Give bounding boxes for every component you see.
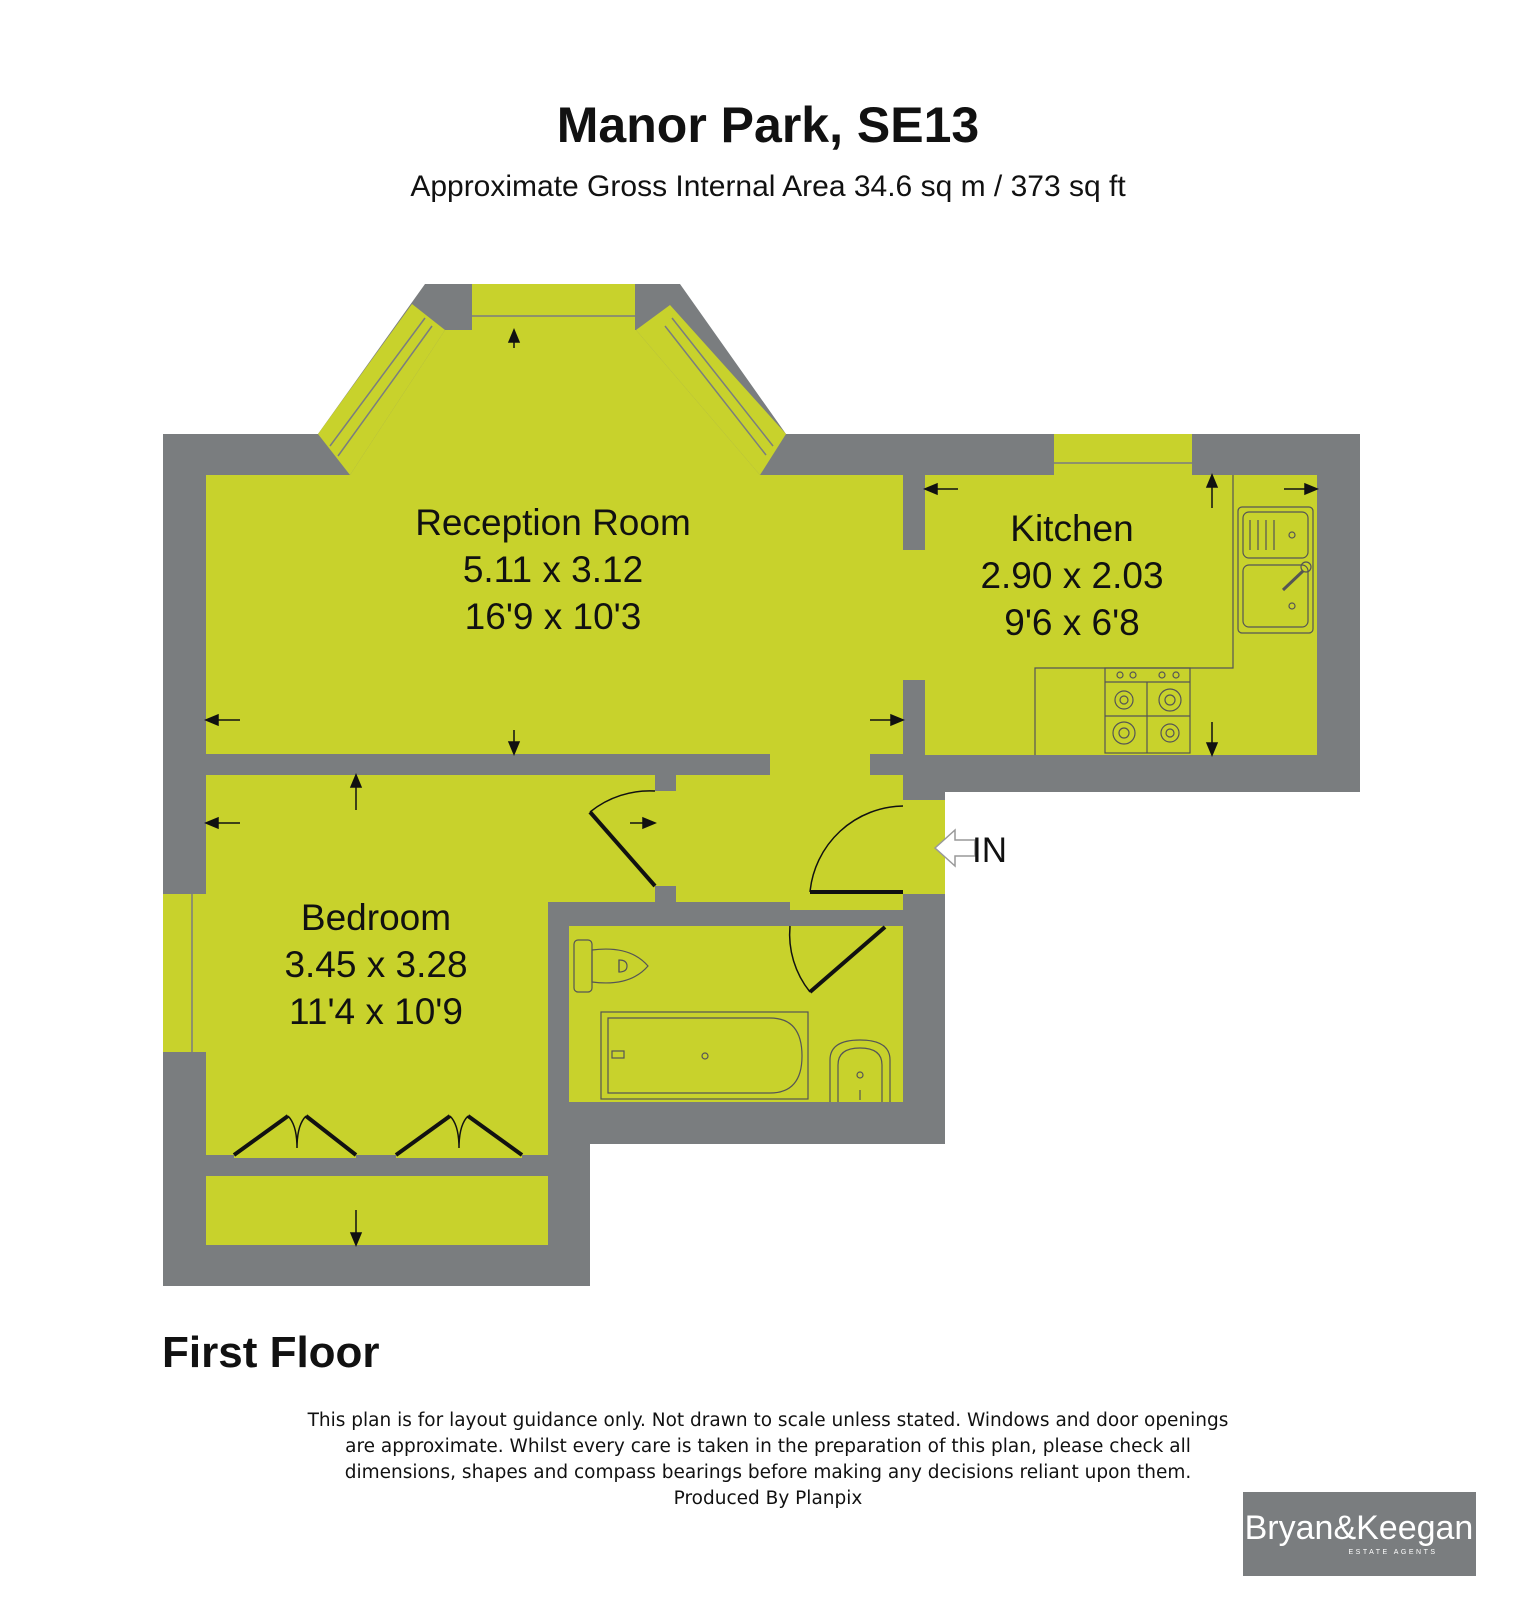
kitchen-window bbox=[1054, 434, 1192, 475]
disclaimer bbox=[268, 1408, 1268, 1512]
reception-room-name: Reception Room bbox=[415, 502, 691, 543]
kitchen-name: Kitchen bbox=[1010, 508, 1134, 549]
disclaimer-line-2: are approximate. Whilst every care is taken in the preparation of this plan, please check all bbox=[345, 1436, 1191, 1457]
kitchen-metric: 2.90 x 2.03 bbox=[980, 555, 1164, 596]
gross-area-subtitle: Approximate Gross Internal Area 34.6 sq m / 373 sq ft bbox=[410, 170, 1126, 203]
disclaimer-line-3: dimensions, shapes and compass bearings before making any decisions reliant upon them. bbox=[344, 1462, 1192, 1483]
bedroom-metric: 3.45 x 3.28 bbox=[284, 944, 468, 985]
logo-brand-text: Bryan&Keegan bbox=[1244, 1509, 1474, 1547]
hallway bbox=[668, 754, 903, 902]
bay-window-front bbox=[472, 284, 635, 330]
agent-logo bbox=[1243, 1492, 1476, 1576]
reception-room-imperial: 16'9 x 10'3 bbox=[464, 596, 642, 637]
reception-room-metric: 5.11 x 3.12 bbox=[462, 549, 644, 590]
logo-tagline-text: ESTATE AGENTS bbox=[1348, 1549, 1438, 1556]
wardrobe-area bbox=[206, 1176, 548, 1245]
bedroom-window bbox=[163, 894, 206, 1052]
disclaimer-line-1: This plan is for layout guidance only. Not drawn to scale unless stated. Windows and door openings bbox=[307, 1410, 1229, 1431]
floor-label: First Floor bbox=[162, 1328, 380, 1377]
kitchen-imperial: 9'6 x 6'8 bbox=[1004, 602, 1140, 643]
agent-logo-mark bbox=[1243, 1492, 1476, 1576]
entrance-label: IN bbox=[972, 831, 1007, 870]
disclaimer-line-4: Produced By Planpix bbox=[673, 1488, 863, 1509]
bedroom-name: Bedroom bbox=[300, 897, 452, 938]
bedroom-imperial: 11'4 x 10'9 bbox=[289, 991, 463, 1032]
plan-title: Manor Park, SE13 bbox=[556, 97, 980, 153]
